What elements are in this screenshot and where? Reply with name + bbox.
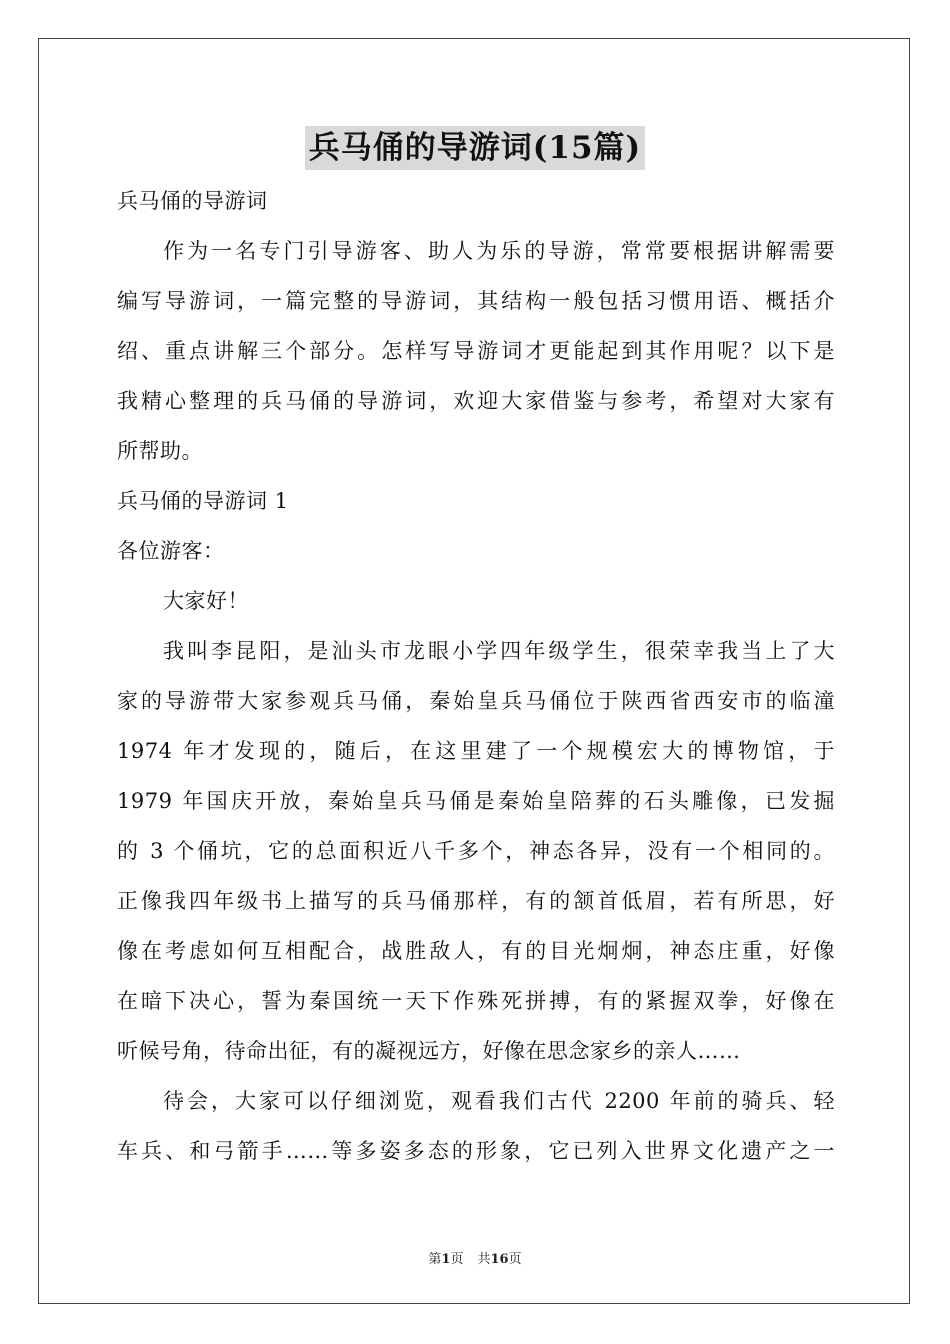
paragraph-line: 在暗下决心，誓为秦国统一天下作殊死拼搏，有的紧握双拳，好像在: [117, 989, 835, 1013]
paragraph-line: 待会，大家可以仔细浏览，观看我们古代 2200 年前的骑兵、轻: [163, 1089, 835, 1113]
paragraph-line: 编写导游词，一篇完整的导游词，其结构一般包括习惯用语、概括介: [117, 289, 835, 313]
paragraph-line: 1979 年国庆开放，秦始皇兵马俑是秦始皇陪葬的石头雕像，已发掘: [117, 789, 835, 813]
paragraph-line: 所帮助。: [117, 439, 203, 463]
paragraph-line: 家的导游带大家参观兵马俑，秦始皇兵马俑位于陕西省西安市的临潼: [117, 689, 835, 713]
title-container: [0, 126, 950, 170]
paragraph-line: 1974 年才发现的，随后，在这里建了一个规模宏大的博物馆，于: [117, 739, 835, 763]
paragraph-line: 我精心整理的兵马俑的导游词，欢迎大家借鉴与参考，希望对大家有: [117, 389, 835, 413]
paragraph-line: 车兵、和弓箭手……等多姿多态的形象，它已列入世界文化遗产之一: [117, 1139, 835, 1163]
document-body: [117, 176, 835, 1176]
paragraph-line: 像在考虑如何互相配合，战胜敌人，有的目光炯炯，神态庄重，好像: [117, 939, 835, 963]
paragraph-line: 兵马俑的导游词 1: [117, 489, 289, 513]
footer-total-number: 16: [490, 1252, 509, 1267]
paragraph-line: 绍、重点讲解三个部分。怎样写导游词才更能起到其作用呢？以下是: [117, 339, 835, 363]
paragraph-line: 大家好！: [163, 589, 249, 613]
footer-total-prefix: 共: [477, 1252, 491, 1267]
paragraph-line: 各位游客：: [117, 539, 225, 563]
footer-page-prefix: 第: [428, 1252, 442, 1267]
footer-page-suffix: 页: [450, 1252, 464, 1267]
footer-total-suffix: 页: [508, 1252, 522, 1267]
paragraph-line: 正像我四年级书上描写的兵马俑那样，有的颔首低眉，若有所思，好: [117, 889, 835, 913]
document-title: 兵马俑的导游词(15篇): [305, 126, 645, 170]
paragraph-line: 兵马俑的导游词: [117, 189, 268, 213]
paragraph-line: 的 3 个俑坑，它的总面积近八千多个，神态各异，没有一个相同的。: [117, 839, 835, 863]
paragraph-line: 我叫李昆阳，是汕头市龙眼小学四年级学生，很荣幸我当上了大: [163, 639, 835, 663]
paragraph-line: 作为一名专门引导游客、助人为乐的导游，常常要根据讲解需要: [163, 239, 835, 263]
page-footer: [0, 1248, 950, 1267]
paragraph-line: 听候号角，待命出征，有的凝视远方，好像在思念家乡的亲人……: [117, 1039, 741, 1063]
footer-page-number: 1: [441, 1252, 451, 1267]
